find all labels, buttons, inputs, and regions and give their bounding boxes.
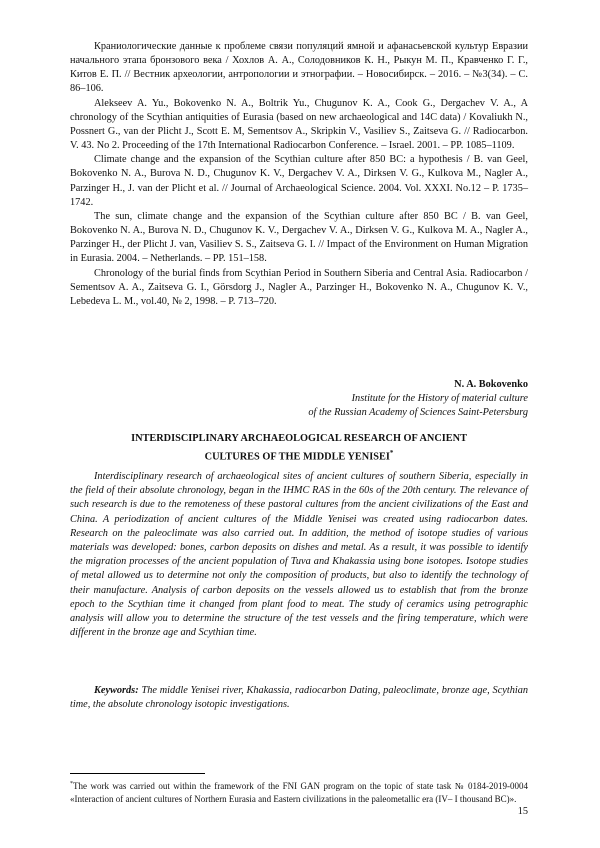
article-title xyxy=(70,432,528,464)
author-block xyxy=(228,378,528,420)
reference-item: The sun, climate change and the expansion of the Scythian culture after 850 BC / B. van Geel, Bokovenko N. A., Burova N. D., Chugunov K. V., Dergachev V. A., Dirksen V. G., Kulkova M. A., Nagler A., Parzinger H., der Plicht J. van, Vasiliev S. S., Zaitseva G. I. // Impact of the Environment on Human Migration in Eurasia. 2004. – Netherlands. – PP. 151–158. xyxy=(70,210,528,265)
reference-item: Climate change and the expansion of the Scythian culture after 850 BC: a hypothesis / B. van Geel, Bokovenko N. A., Burova N. D., Chugunov K. V., Dergachev V. A., Dirksen V. G., Kulkova M., Nagler A., Parzinger H., J. van der Plicht et al. // Journal of Archaeological Science. 2004. Vol. XXXI. No.12 – P. 1735–1742. xyxy=(70,154,528,208)
abstract-paragraph: Interdisciplinary research of archaeological sites of ancient cultures of southern Siberia, especially in the field of their absolute chronology, began in the IHMC RAS in the 60s of the 20th century. The relevance of such research is due to the remoteness of these pastoral cultures from the ancient civilizations of the East and China. A periodization of ancient cultures of the Middle Yenisei was created using radiocarbon dates. Research on the paleoclimate was also carried out. In addition, the method of isotope studies of various materials was developed: bones, carbon deposits on dishes and metal. As a result, it was possible to identify the migration processes of the ancient population of Tuva and Khakassia using bone isotopes. Isotope studies of metal allowed us to determine not only the composition of products, but also to identify the technology of their manufacture. Analysis of carbon deposits on the vessels allowed us to establish that from the bronze epoch to the Scythian time it changed from plant food to meat. The study of ceramics using petrographic analysis will allow you to determine the structure of the test vessels and the firing temperature, which were different in the bronze age and Scythian time. xyxy=(70,471,528,639)
footnote-mark: * xyxy=(70,781,73,787)
footnote-divider xyxy=(70,773,205,774)
reference-item: Chronology of the burial finds from Scythian Period in Southern Siberia and Central Asia. Radiocarbon / Sementsov A. A., Zaitseva G. I., Görsdorg J., Nagler A., Parzinger H., Bokovenko N. A., Chugunov K. V., Lebedeva L. M., vol.40, № 2, 1998. – P. 713–720. xyxy=(70,267,528,307)
title-footnote-mark: * xyxy=(389,449,394,457)
reference-item: Краниологические данные к проблеме связи популяций ямной и афанасьевской культур Евразии начального этапа бронзового века / Хохлов А. А., Солодовников К. Н., Рыкун М. П., Кравченко Г. Г., Китов Е. П. // Вестник археологии, антропологии и этнографии. – Новосибирск. – 2016. – №3(34). – С. 86–106. xyxy=(70,41,528,95)
keywords-label: Keywords: xyxy=(94,685,139,696)
author-affiliation-line1: Institute for the History of material culture xyxy=(351,393,528,404)
title-line1: INTERDISCIPLINARY ARCHAEOLOGICAL RESEARCH OF ANCIENT xyxy=(131,433,467,444)
keywords-paragraph xyxy=(70,684,528,712)
title-line2 xyxy=(70,446,528,464)
footnote-text: The work was carried out within the framework of the FNI GAN program on the topic of state task № 0184-2019-0004 «Interaction of ancient cultures of Northern Eurasia and Eastern civilizations in the paleometallic era (IV– I thousand BC)». xyxy=(70,781,528,804)
author-affiliation-line2: of the Russian Academy of Sciences Saint-Petersburg xyxy=(308,407,528,418)
page-number: 15 xyxy=(517,806,528,817)
footnote xyxy=(70,778,528,805)
reference-list xyxy=(70,40,528,309)
keywords-text: The middle Yenisei river, Khakassia, radiocarbon Dating, paleoclimate, bronze age, Scythian time, the absolute chronology isotopic investigations. xyxy=(70,685,528,711)
reference-item: Alekseev A. Yu., Bokovenko N. A., Boltrik Yu., Chugunov K. A., Cook G., Dergachev V. A., A chronology of the Scythian antiquities of Eurasia (based on new archaeological and 14C data) / Kovaliukh N., Possnert G., van der Plicht J., Scott E. M, Sementsov A., Skripkin V., Vasiliev S., Zaitseva G. // Radiocarbon. V. 43. No 2. Proceeding of the 17th International Radiocarbon Conference. – Israel. 2001. – PP. 1085–1109. xyxy=(70,97,528,152)
title-line2-text: CULTURES OF THE MIDDLE YENISEI xyxy=(204,451,390,463)
author-name: N. A. Bokovenko xyxy=(454,379,528,390)
